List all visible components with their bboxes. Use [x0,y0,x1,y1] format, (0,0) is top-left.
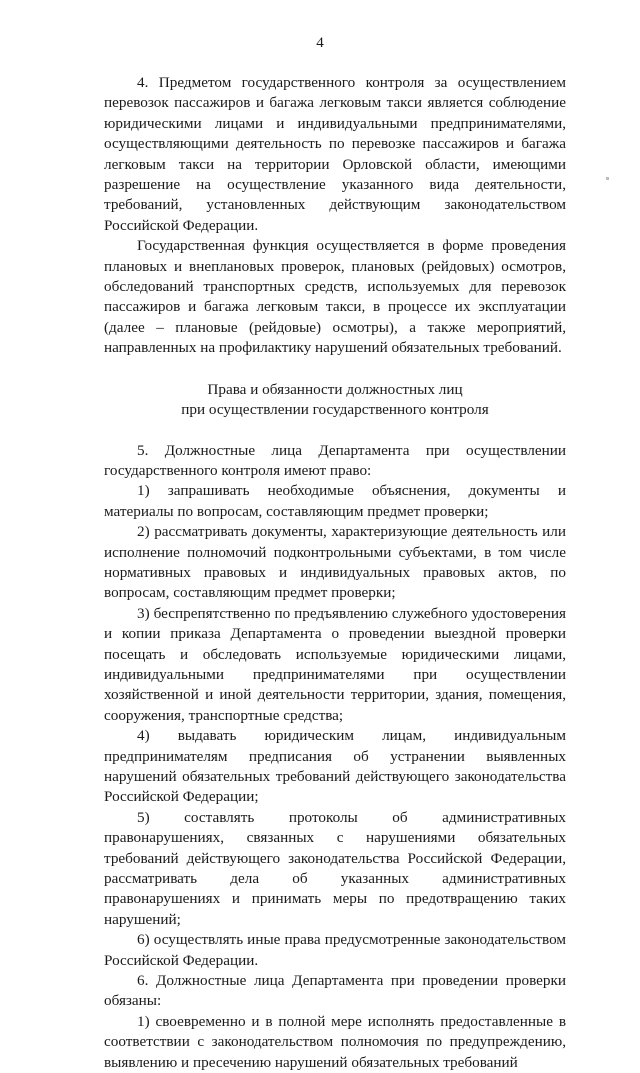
list-item-right-2: 2) рассматривать документы, характеризующие деятельность или исполнение полномочий подконтрольными субъектами, в том числе нормативных правовых и индивидуальных правовых актов, по вопросам, составляющим предмет проверки; [104,523,566,602]
list-item-right-4: 4) выдавать юридическим лицам, индивидуальным предпринимателям предписания об устранении выявленных нарушений обязательных требований действующего законодательства Российской Федерации; [104,727,566,806]
section-heading [104,380,566,421]
list-item-right-5: 5) составлять протоколы об административных правонарушениях, связанных с нарушениями обязательных требований действующего законодательства Российской Федерации, рассматривать дела об указанных административных правонарушениях и принимать меры по предотвращению таких нарушений; [104,808,566,928]
list-item-right-3: 3) беспрепятственно по предъявлению служебного удостоверения и копии приказа Департамента о проведении выездной проверки посещать и обследовать используемые юридическими лицами, индивидуальными предпринимателями при осуществлении хозяйственной и иной деятельности территории, здания, помещения, сооружения, транспортные средства; [104,604,566,724]
section-heading-line-2: при осуществлении государственного контроля [181,401,489,419]
paragraph-item-4-subject: 4. Предметом государственного контроля за осуществлением перевозок пассажиров и багажа легковым такси является соблюдение юридическими лицами и индивидуальными предпринимателями, осуществляющими деятельность по перевозке пассажиров и багажа легковым такси на территории Орловской области, имеющими разрешение на осуществление указанного вида деятельности, требований, установленных действующим законодательством Российской Федерации. [104,74,566,234]
scan-speck [606,177,609,180]
page-number: 4 [316,35,324,51]
paragraph-item-5-rights: 5. Должностные лица Департамента при осуществлении государственного контроля имеют право: [104,441,566,479]
document-body [104,73,566,1073]
paragraph-item-6-duties: 6. Должностные лица Департамента при проведении проверки обязаны: [104,972,566,1010]
list-item-duty-1: 1) своевременно и в полной мере исполнять предоставленные в соответствии с законодательством полномочия по предупреждению, выявлению и пресечению нарушений обязательных требований [104,1012,566,1071]
list-item-right-1: 1) запрашивать необходимые объяснения, документы и материалы по вопросам, составляющим предмет проверки; [104,482,566,520]
paragraph-state-function: Государственная функция осуществляется в форме проведения плановых и внеплановых проверок, плановых (рейдовых) осмотров, обследований транспортных средств, используемых для перевозок пассажиров и багажа легковым такси, в процессе их эксплуатации (далее – плановые (рейдовые) осмотры), а также мероприятий, направленных на профилактику нарушений обязательных требований. [104,237,566,357]
list-item-right-6: 6) осуществлять иные права предусмотренные законодательством Российской Федерации. [104,931,566,969]
section-heading-line-1: Права и обязанности должностных лиц [207,380,463,398]
